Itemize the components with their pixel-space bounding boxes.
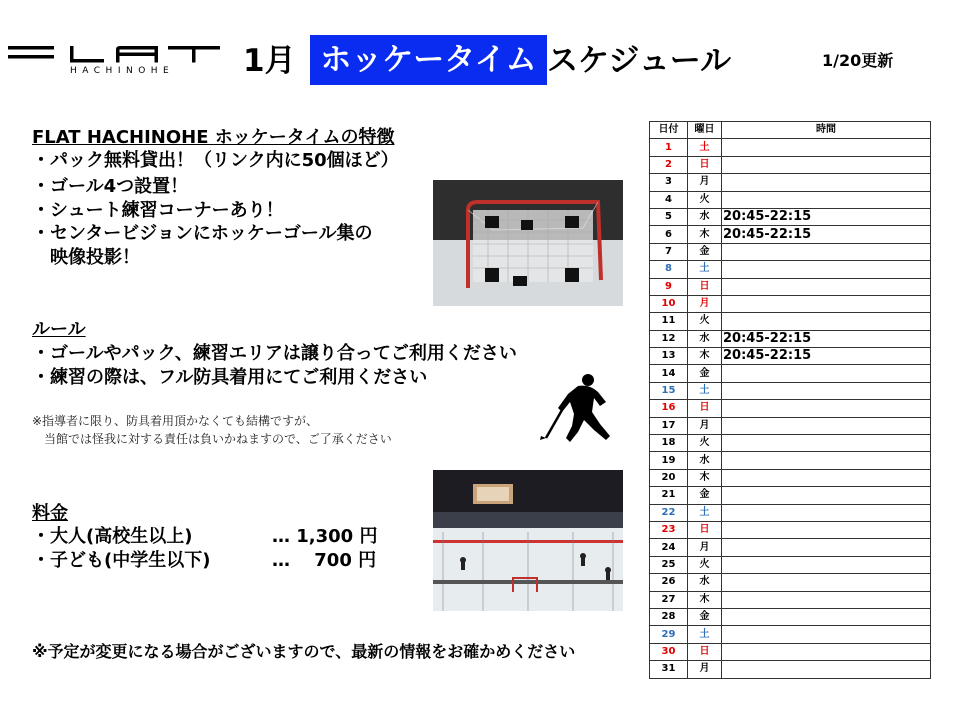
title-rest: スケジュール: [547, 43, 732, 79]
schedule-weekday: 月: [688, 661, 722, 678]
schedule-weekday: 木: [688, 469, 722, 486]
fee-price: … 700 円: [272, 550, 377, 571]
schedule-time: [722, 574, 931, 591]
schedule-time: [722, 469, 931, 486]
table-row: [650, 417, 931, 434]
header-time: 時間: [722, 122, 931, 139]
schedule-weekday: 日: [688, 278, 722, 295]
schedule-weekday: 日: [688, 521, 722, 538]
table-row: [650, 574, 931, 591]
table-row: [650, 226, 931, 243]
rule-note: ※指導者に限り、防具着用頂かなくても結構ですが、: [32, 414, 319, 428]
feature-item: ・パック無料貸出！（リンク内に50個ほど）: [32, 150, 399, 171]
schedule-time: [722, 243, 931, 260]
schedule-time: [722, 626, 931, 643]
schedule-time: [722, 313, 931, 330]
table-row: [650, 243, 931, 260]
schedule-day: 25: [650, 556, 688, 573]
features-heading: FLAT HACHINOHE ホッケータイムの特徴: [32, 127, 395, 148]
updated-date: 1/20更新: [822, 51, 894, 70]
table-row: [650, 278, 931, 295]
schedule-day: 2: [650, 156, 688, 173]
schedule-time: [722, 435, 931, 452]
schedule-time: [722, 139, 931, 156]
schedule-day: 4: [650, 191, 688, 208]
schedule-day: 5: [650, 208, 688, 225]
schedule-weekday: 日: [688, 643, 722, 660]
footer-note: ※予定が変更になる場合がございますので、最新の情報をお確かめください: [32, 642, 576, 661]
schedule-time: [722, 417, 931, 434]
schedule-day: 1: [650, 139, 688, 156]
schedule-day: 26: [650, 574, 688, 591]
schedule-day: 13: [650, 348, 688, 365]
schedule-time: [722, 191, 931, 208]
schedule-day: 9: [650, 278, 688, 295]
schedule-day: 27: [650, 591, 688, 608]
table-row: [650, 156, 931, 173]
schedule-day: 8: [650, 261, 688, 278]
table-row: [650, 400, 931, 417]
feature-item: ・シュート練習コーナーあり！: [32, 200, 284, 221]
schedule-time: [722, 487, 931, 504]
schedule-day: 21: [650, 487, 688, 504]
schedule-weekday: 日: [688, 400, 722, 417]
schedule-weekday: 金: [688, 365, 722, 382]
table-row: [650, 504, 931, 521]
schedule-day: 19: [650, 452, 688, 469]
schedule-day: 10: [650, 295, 688, 312]
schedule-time: [722, 556, 931, 573]
schedule-weekday: 水: [688, 574, 722, 591]
title-highlight: ホッケータイム: [310, 35, 547, 85]
schedule-weekday: 土: [688, 139, 722, 156]
fee-price: … 1,300 円: [272, 526, 378, 547]
schedule-time: 20:45-22:15: [722, 330, 931, 347]
schedule-weekday: 火: [688, 191, 722, 208]
schedule-weekday: 木: [688, 226, 722, 243]
feature-item: ・センタービジョンにホッケーゴール集の: [32, 223, 373, 244]
schedule-day: 28: [650, 608, 688, 625]
table-row: [650, 313, 931, 330]
schedule-weekday: 火: [688, 556, 722, 573]
logo-subtitle: HACHINOHE: [70, 66, 175, 76]
schedule-weekday: 土: [688, 626, 722, 643]
schedule-weekday: 水: [688, 208, 722, 225]
schedule-weekday: 土: [688, 382, 722, 399]
schedule-day: 7: [650, 243, 688, 260]
table-row: [650, 435, 931, 452]
table-row: [650, 643, 931, 660]
schedule-day: 14: [650, 365, 688, 382]
schedule-time: [722, 400, 931, 417]
schedule-day: 3: [650, 174, 688, 191]
schedule-time: [722, 643, 931, 660]
schedule-time: [722, 504, 931, 521]
rule-item: ・ゴールやパック、練習エリアは譲り合ってご利用ください: [32, 343, 517, 364]
table-row: [650, 261, 931, 278]
schedule-time: [722, 156, 931, 173]
schedule-day: 29: [650, 626, 688, 643]
schedule-time: [722, 452, 931, 469]
schedule-weekday: 月: [688, 417, 722, 434]
table-row: [650, 469, 931, 486]
arena-photo: [433, 470, 623, 611]
table-row: [650, 608, 931, 625]
schedule-day: 17: [650, 417, 688, 434]
schedule-weekday: 水: [688, 330, 722, 347]
table-row: [650, 295, 931, 312]
schedule-day: 23: [650, 521, 688, 538]
schedule-weekday: 木: [688, 348, 722, 365]
header-day: 日付: [650, 122, 688, 139]
schedule-weekday: 土: [688, 261, 722, 278]
table-row: [650, 556, 931, 573]
fee-label: ・子ども(中学生以下): [32, 550, 211, 571]
schedule-weekday: 火: [688, 435, 722, 452]
table-row: [650, 330, 931, 347]
schedule-weekday: 金: [688, 608, 722, 625]
table-row: [650, 365, 931, 382]
feature-item: ・ゴール4つ設置！: [32, 176, 189, 197]
table-row: [650, 661, 931, 678]
feature-item: 映像投影！: [32, 247, 140, 268]
fees-heading: 料金: [32, 503, 68, 524]
table-row: [650, 626, 931, 643]
table-row: [650, 174, 931, 191]
schedule-day: 15: [650, 382, 688, 399]
schedule-weekday: 金: [688, 243, 722, 260]
schedule-time: [722, 521, 931, 538]
schedule-time: [722, 608, 931, 625]
schedule-time: [722, 174, 931, 191]
schedule-time: [722, 382, 931, 399]
schedule-day: 31: [650, 661, 688, 678]
schedule-header-row: [650, 122, 931, 139]
schedule-day: 30: [650, 643, 688, 660]
table-row: [650, 521, 931, 538]
schedule-day: 22: [650, 504, 688, 521]
flat-logo: [8, 44, 230, 78]
schedule-weekday: 日: [688, 156, 722, 173]
rule-item: ・練習の際は、フル防具着用にてご利用ください: [32, 367, 428, 388]
table-row: [650, 382, 931, 399]
schedule-day: 18: [650, 435, 688, 452]
title-month: 1月: [243, 43, 296, 79]
schedule-time: [722, 661, 931, 678]
schedule-time: 20:45-22:15: [722, 226, 931, 243]
schedule-weekday: 月: [688, 174, 722, 191]
table-row: [650, 191, 931, 208]
table-row: [650, 591, 931, 608]
schedule-time: 20:45-22:15: [722, 208, 931, 225]
schedule-weekday: 金: [688, 487, 722, 504]
schedule-time: [722, 365, 931, 382]
schedule-weekday: 木: [688, 591, 722, 608]
rule-note: 当館では怪我に対する責任は負いかねますので、ご了承ください: [32, 432, 392, 446]
schedule-day: 20: [650, 469, 688, 486]
schedule-time: [722, 539, 931, 556]
schedule-day: 6: [650, 226, 688, 243]
table-row: [650, 487, 931, 504]
table-row: [650, 208, 931, 225]
table-row: [650, 539, 931, 556]
schedule-time: [722, 295, 931, 312]
header-weekday: 曜日: [688, 122, 722, 139]
hockey-player-silhouette-icon: [540, 372, 622, 448]
schedule-day: 12: [650, 330, 688, 347]
schedule-time: [722, 591, 931, 608]
schedule-weekday: 火: [688, 313, 722, 330]
schedule-time: 20:45-22:15: [722, 348, 931, 365]
flat-logo-wordmark: [8, 44, 230, 66]
schedule-day: 24: [650, 539, 688, 556]
table-row: [650, 348, 931, 365]
schedule-time: [722, 278, 931, 295]
table-row: [650, 139, 931, 156]
schedule-weekday: 土: [688, 504, 722, 521]
rules-heading: ルール: [32, 319, 86, 340]
schedule-weekday: 水: [688, 452, 722, 469]
schedule-day: 16: [650, 400, 688, 417]
schedule-time: [722, 261, 931, 278]
hockey-goal-photo: [433, 180, 623, 306]
schedule-day: 11: [650, 313, 688, 330]
schedule-table: [649, 121, 931, 679]
table-row: [650, 452, 931, 469]
fee-label: ・大人(高校生以上): [32, 526, 193, 547]
schedule-weekday: 月: [688, 295, 722, 312]
schedule-weekday: 月: [688, 539, 722, 556]
